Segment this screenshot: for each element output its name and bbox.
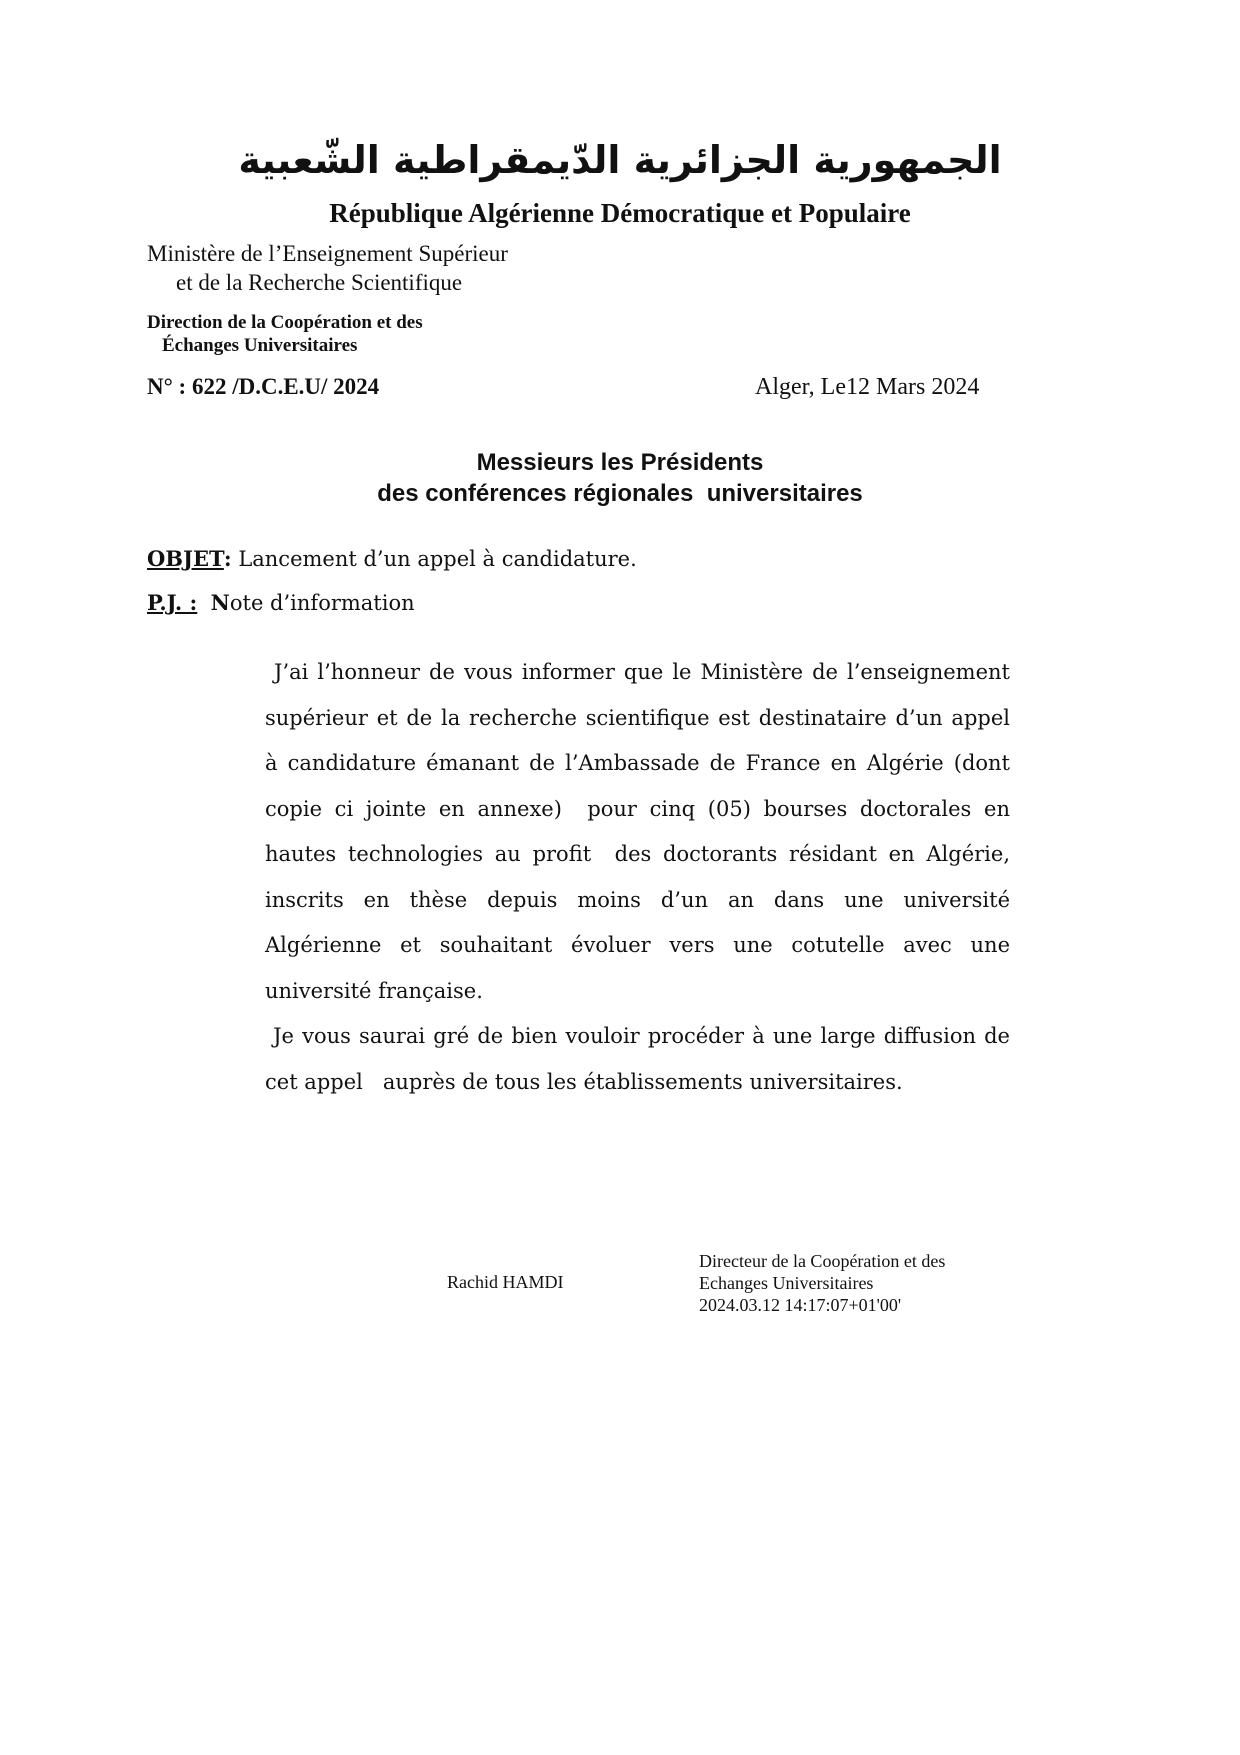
- attachment-label: P.J. :: [147, 590, 198, 615]
- direction-line-1: Direction de la Coopération et des: [147, 312, 423, 333]
- object-label: OBJET: [147, 546, 224, 571]
- direction-line-2: Échanges Universitaires: [162, 335, 358, 356]
- body-paragraph-2: Je vous saurai gré de bien vouloir procéder à une large diffusion de cet appel auprès de tous les établissements universitaires.: [265, 1024, 1017, 1094]
- recipient-block: [0, 447, 1240, 509]
- ministry-line-2: et de la Recherche Scientifique: [176, 270, 463, 295]
- republic-title: République Algérienne Démocratique et Populaire: [329, 198, 911, 228]
- arabic-title: الجمهورية الجزائرية الدّيمقراطية الشّعبية: [238, 138, 1002, 182]
- recipient-line-2: des conférences régionales universitaires: [377, 480, 863, 507]
- place-date: Alger, Le12 Mars 2024: [755, 374, 980, 400]
- attachment-line: [147, 590, 415, 615]
- recipient-line-1: Messieurs les Présidents: [476, 449, 764, 476]
- object-text: Lancement d’un appel à candidature.: [231, 547, 637, 571]
- object-line: [147, 546, 637, 571]
- letter-body: [265, 650, 1017, 1105]
- reference-number: N° : 622 /D.C.E.U/ 2024: [147, 374, 380, 399]
- signature-timestamp: 2024.03.12 14:17:07+01'00': [699, 1295, 902, 1315]
- digital-signature-block: [699, 1250, 945, 1316]
- signer-title-line-1: Directeur de la Coopération et des: [699, 1251, 946, 1271]
- attachment-text: ote d’information: [229, 591, 415, 615]
- ministry-line-1: Ministère de l’Enseignement Supérieur: [147, 241, 508, 266]
- signer-title-line-2: Echanges Universitaires: [699, 1273, 874, 1293]
- attachment-initial: N: [210, 590, 230, 615]
- object-colon: :: [223, 546, 232, 571]
- signer-name: Rachid HAMDI: [447, 1272, 564, 1292]
- body-paragraph-1: J’ai l’honneur de vous informer que le Ministère de l’enseignement supérieur et de la recherche scientifique est destinataire d’un appel à candidature émanant de l’Ambassade de France en Algérie (dont copie ci jointe en annexe) pour cinq (05) bourses doctorales en hautes technologies au profit des doctorants résidant en Algérie, inscrits en thèse depuis moins d’un an dans une université Algérienne et souhaitant évoluer vers une cotutelle avec une université française.: [265, 660, 1017, 1003]
